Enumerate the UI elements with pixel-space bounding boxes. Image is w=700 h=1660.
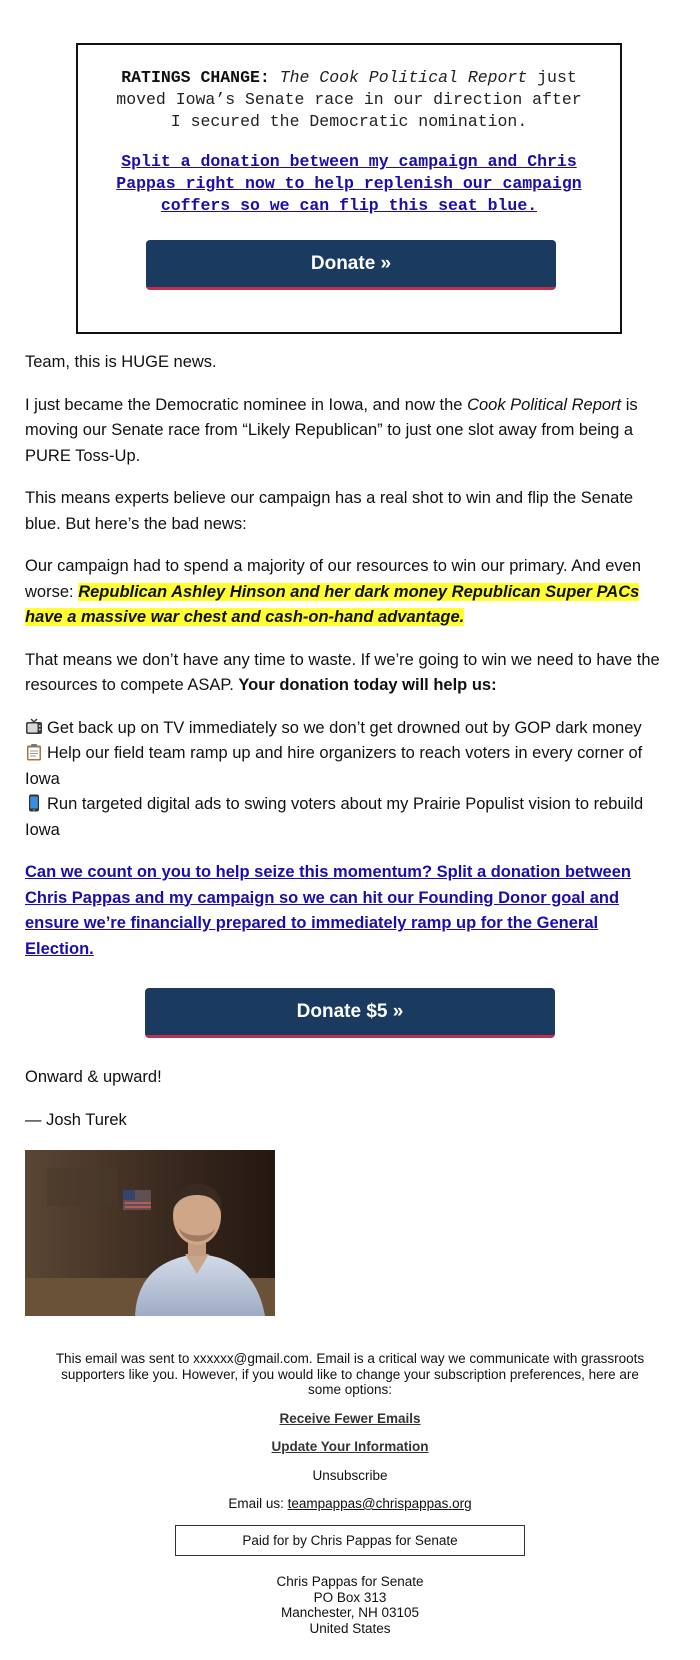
donate-five-button[interactable]: Donate $5 » — [145, 988, 555, 1038]
candidate-photo — [25, 1150, 275, 1316]
clipboard-icon — [25, 743, 43, 761]
closing-line: Onward & upward! — [25, 1068, 162, 1086]
urgency-paragraph: That means we don’t have any time to waste. If we’re going to win we need to have the resources to compete ASAP. Your donation today will help us: — [25, 650, 660, 694]
tv-icon — [25, 718, 43, 736]
callout-text-rest: just moved Iowa’s Senate race in our direction after I secured the Democratic nomination. — [116, 68, 582, 131]
list-item — [25, 792, 670, 843]
highlighted-warning: Republican Ashley Hinson and her dark money Republican Super PACs have a massive war chest and cash-on-hand advantage. — [25, 582, 640, 626]
email-body — [25, 350, 670, 1316]
split-donation-link[interactable]: Split a donation between my campaign and Chris Pappas right now to help replenish our campaign coffers so we can flip this seat blue. — [116, 152, 582, 215]
donate-button[interactable]: Donate » — [146, 240, 556, 290]
ratings-change-callout — [76, 43, 622, 334]
resources-paragraph: Our campaign had to spend a majority of our resources to win our primary. And even worse: Republican Ashley Hinson and her dark money Republican Super PACs have a massive war chest and cash-on-hand advantage. — [25, 557, 642, 626]
receive-fewer-emails-link[interactable]: Receive Fewer Emails — [279, 1410, 421, 1426]
list-item-text: Help our field team ramp up and hire organizers to reach voters in every corner of Iowa — [25, 744, 643, 788]
intro-paragraph: Team, this is HUGE news. — [25, 353, 217, 371]
contact-email: Email us: teampappas@chrispappas.org — [228, 1496, 472, 1511]
momentum-cta-link[interactable]: Can we count on you to help seize this momentum? Split a donation between Chris Pappas and my campaign so we can hit our Founding Donor goal and ensure we’re financially prepared to immediately ramp up for the General Election. — [25, 863, 631, 958]
email-footer — [50, 1351, 650, 1636]
ratings-label: RATINGS CHANGE: — [121, 68, 270, 87]
contact-email-link[interactable]: teampappas@chrispappas.org — [287, 1496, 472, 1511]
report-name: The Cook Political Report — [279, 68, 528, 87]
list-item — [25, 741, 670, 792]
donate-five-button-wrap — [25, 988, 670, 1038]
donation-help-heading: Your donation today will help us: — [238, 676, 497, 694]
experts-paragraph: This means experts believe our campaign has a real shot to win and flip the Senate blue. But here’s the bad news: — [25, 489, 634, 533]
mobile-phone-icon — [25, 794, 43, 812]
mailing-address: Chris Pappas for Senate PO Box 313 Manchester, NH 03105 United States — [276, 1574, 424, 1636]
nominee-paragraph: I just became the Democratic nominee in Iowa, and now the Cook Political Report is moving our Senate race from “Likely Republican” to just one slot away from being a PURE Toss-Up. — [25, 395, 638, 465]
list-item-text: Get back up on TV immediately so we don’t get drowned out by GOP dark money — [47, 718, 642, 737]
subscription-notice: This email was sent to xxxxxx@gmail.com. Email is a critical way we communicate with grassroots supporters like you. However, if you would like to change your subscription preferences, here are some options: — [55, 1351, 645, 1397]
update-information-link[interactable]: Update Your Information — [271, 1439, 429, 1454]
list-item — [25, 716, 670, 742]
paid-for-disclaimer: Paid for by Chris Pappas for Senate — [175, 1525, 525, 1557]
callout-text — [108, 67, 590, 133]
list-item-text: Run targeted digital ads to swing voters about my Prairie Populist vision to rebuild Iowa — [25, 795, 644, 839]
donation-uses-list — [25, 716, 670, 844]
report-name-inline: Cook Political Report — [467, 395, 622, 414]
unsubscribe-link[interactable]: Unsubscribe — [312, 1467, 388, 1483]
signature: — Josh Turek — [25, 1110, 127, 1129]
